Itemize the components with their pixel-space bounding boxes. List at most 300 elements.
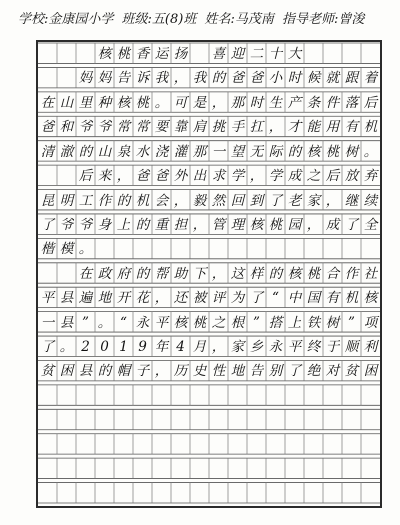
grid-cell: 学 <box>268 168 283 185</box>
grid-cell: 别 <box>268 363 283 380</box>
grid-cell: 2 <box>81 339 90 356</box>
grid-cell <box>152 457 171 481</box>
grid-cell: 件 <box>325 94 340 111</box>
grid-cell <box>209 433 228 457</box>
grid-cell <box>38 433 57 457</box>
grid-cell: 样 <box>249 265 264 282</box>
grid-cell: 时 <box>249 94 264 111</box>
essay-line <box>38 140 380 164</box>
grid-cell: 合 <box>325 265 340 282</box>
essay-line <box>38 91 380 115</box>
grid-cell: 的 <box>78 143 93 160</box>
grid-cell: ， <box>306 216 321 233</box>
grid-cell: 运 <box>154 46 169 62</box>
grid-cell: 要 <box>154 119 169 136</box>
grid-cell: 有 <box>344 119 359 136</box>
grid-cell <box>190 457 209 481</box>
grid-cell: 了 <box>268 192 283 209</box>
grid-cell <box>114 433 133 457</box>
grid-cell: 0 <box>100 339 109 356</box>
grid-cell: 月 <box>192 339 207 356</box>
grid-cell <box>361 457 380 481</box>
grid-cell <box>38 262 57 286</box>
grid-cell: 了 <box>249 290 264 307</box>
grid-cell <box>361 433 380 457</box>
grid-cell: 无 <box>249 143 264 160</box>
grid-cell <box>114 482 133 506</box>
grid-cell: 爷 <box>78 216 93 233</box>
grid-cell <box>38 384 57 408</box>
grid-cell: 利 <box>363 339 378 356</box>
grid-cell <box>323 457 342 481</box>
grid-cell <box>323 433 342 457</box>
essay-line <box>38 189 380 213</box>
grid-cell: 政 <box>97 265 112 282</box>
grid-cell: “ <box>272 290 279 307</box>
grid-cell <box>38 408 57 432</box>
grid-cell <box>114 408 133 432</box>
grid-cell: 的 <box>268 265 283 282</box>
grid-cell <box>209 457 228 481</box>
header-line <box>18 8 388 32</box>
grid-cell: 永 <box>135 314 150 331</box>
grid-cell: 全 <box>363 216 378 233</box>
grid-cell: 二 <box>249 46 264 62</box>
grid-cell: 成 <box>325 216 340 233</box>
grid-cell <box>247 384 266 408</box>
grid-cell: 放 <box>344 168 359 185</box>
grid-cell: 灌 <box>173 143 188 160</box>
grid-cell <box>228 457 247 481</box>
grid-cell: 贫 <box>344 363 359 380</box>
grid-cell: 地 <box>230 363 245 380</box>
grid-cell: ， <box>211 94 226 111</box>
grid-cell: 核 <box>173 314 188 331</box>
grid-cell <box>361 237 380 261</box>
grid-cell: 终 <box>306 339 321 356</box>
grid-cell: 爷 <box>97 119 112 136</box>
grid-cell: ， <box>192 216 207 233</box>
grid-cell: ， <box>325 192 340 209</box>
grid-cell: 爸 <box>249 70 264 87</box>
grid-cell: 我 <box>192 70 207 87</box>
grid-cell <box>114 384 133 408</box>
grid-cell <box>95 482 114 506</box>
grid-cell: 府 <box>116 265 131 282</box>
grid-cell: 了 <box>40 216 55 233</box>
grid-cell <box>228 237 247 261</box>
grid-cell: 桃 <box>192 314 207 331</box>
grid-cell: 顺 <box>344 339 359 356</box>
grid-cell: 靠 <box>173 119 188 136</box>
grid-cell: 桃 <box>306 265 321 282</box>
essay-line <box>38 359 380 383</box>
school-label: 学校:金康园小学 <box>18 12 114 27</box>
grid-cell <box>342 408 361 432</box>
grid-cell: 喜 <box>211 46 226 62</box>
grid-cell: ， <box>173 70 188 87</box>
grid-cell: 挑 <box>211 119 226 136</box>
grid-cell <box>152 237 171 261</box>
grid-cell: 平 <box>287 339 302 356</box>
grid-cell <box>285 237 304 261</box>
grid-cell <box>285 384 304 408</box>
grid-cell: 爸 <box>154 168 169 185</box>
essay-title-row <box>38 42 380 66</box>
grid-cell: 后 <box>78 168 93 185</box>
grid-cell: 续 <box>363 192 378 209</box>
grid-cell <box>266 237 285 261</box>
grid-cell: “ <box>120 314 127 331</box>
grid-cell <box>342 42 361 66</box>
student-name-label: 姓名:马茂南 <box>204 12 274 27</box>
grid-cell <box>190 408 209 432</box>
grid-cell: 对 <box>325 363 340 380</box>
grid-cell: 核 <box>363 290 378 307</box>
grid-cell <box>57 42 76 66</box>
grid-cell <box>342 482 361 506</box>
grid-cell: 在 <box>40 94 55 111</box>
grid-cell: 澈 <box>59 143 74 160</box>
grid-cell: 妈 <box>78 70 93 87</box>
grid-cell: 香 <box>135 46 150 62</box>
teacher-label: 指导老师:曾浚 <box>282 12 365 27</box>
grid-cell: 工 <box>78 192 93 209</box>
essay-line <box>38 115 380 139</box>
grid-cell: 社 <box>363 265 378 282</box>
grid-cell: 的 <box>97 363 112 380</box>
grid-cell: 妈 <box>97 70 112 87</box>
grid-cell: ， <box>154 363 169 380</box>
grid-cell: 条 <box>306 94 321 111</box>
grid-cell <box>76 384 95 408</box>
essay-line <box>38 213 380 237</box>
grid-cell: 。 <box>154 94 169 111</box>
grid-cell: 一 <box>211 143 226 160</box>
grid-cell <box>171 408 190 432</box>
grid-cell: 项 <box>363 314 378 331</box>
grid-cell: 桃 <box>135 94 150 111</box>
grid-cell: 求 <box>211 168 226 185</box>
grid-cell <box>323 237 342 261</box>
grid-cell <box>361 42 380 66</box>
grid-cell <box>361 482 380 506</box>
grid-cell: 爷 <box>78 119 93 136</box>
grid-cell: 帮 <box>154 265 169 282</box>
grid-cell <box>152 482 171 506</box>
grid-cell: 肩 <box>192 119 207 136</box>
grid-cell <box>209 237 228 261</box>
grid-cell <box>76 42 95 66</box>
grid-cell: ， <box>154 290 169 307</box>
grid-cell: ， <box>211 265 226 282</box>
grid-cell: 花 <box>135 290 150 307</box>
grid-cell <box>228 482 247 506</box>
grid-cell: 作 <box>344 265 359 282</box>
grid-cell: ” <box>82 314 89 331</box>
grid-cell <box>285 482 304 506</box>
grid-cell <box>171 433 190 457</box>
grid-cell: 后 <box>325 168 340 185</box>
grid-cell <box>114 457 133 481</box>
essay-line <box>38 384 380 408</box>
grid-cell: 着 <box>363 70 378 87</box>
grid-cell: ， <box>249 168 264 185</box>
grid-cell: 平 <box>40 290 55 307</box>
grid-cell <box>323 482 342 506</box>
grid-cell: 树 <box>325 314 340 331</box>
grid-cell: 在 <box>78 265 93 282</box>
grid-cell: 身 <box>97 216 112 233</box>
grid-cell: 9 <box>138 339 147 356</box>
grid-cell: 成 <box>287 168 302 185</box>
grid-cell: 和 <box>59 119 74 136</box>
grid-cell: 历 <box>173 363 188 380</box>
grid-cell: 。 <box>97 314 112 331</box>
grid-cell: 铁 <box>306 314 321 331</box>
grid-cell <box>304 384 323 408</box>
grid-cell: 迎 <box>230 46 245 62</box>
grid-cell: 性 <box>211 363 226 380</box>
grid-cell: 上 <box>287 314 302 331</box>
grid-cell <box>190 433 209 457</box>
grid-cell: 一 <box>40 314 55 331</box>
grid-cell <box>342 457 361 481</box>
grid-cell: 际 <box>268 143 283 160</box>
grid-cell: 县 <box>59 314 74 331</box>
essay-line <box>38 457 380 481</box>
grid-cell: 管 <box>211 216 226 233</box>
grid-cell: 诉 <box>135 70 150 87</box>
grid-cell: 永 <box>268 339 283 356</box>
grid-cell: 这 <box>230 265 245 282</box>
grid-cell: 贫 <box>40 363 55 380</box>
grid-cell <box>171 237 190 261</box>
grid-cell: 浇 <box>154 143 169 160</box>
grid-cell: 告 <box>249 363 264 380</box>
grid-cell: 明 <box>59 192 74 209</box>
grid-cell <box>152 384 171 408</box>
grid-cell <box>76 408 95 432</box>
grid-cell: 模 <box>59 241 74 258</box>
grid-cell: 望 <box>230 143 245 160</box>
grid-cell: 困 <box>363 363 378 380</box>
grid-cell: 是 <box>192 94 207 111</box>
grid-cell: 之 <box>211 314 226 331</box>
grid-cell <box>57 433 76 457</box>
grid-cell: 核 <box>116 94 131 111</box>
grid-cell: 核 <box>97 46 112 62</box>
grid-cell: 的 <box>211 70 226 87</box>
grid-cell <box>285 408 304 432</box>
grid-cell <box>247 482 266 506</box>
grid-cell: ， <box>116 168 131 185</box>
grid-cell: 小 <box>268 70 283 87</box>
grid-cell <box>247 237 266 261</box>
grid-cell: 年 <box>154 339 169 356</box>
grid-cell <box>76 482 95 506</box>
grid-cell: 后 <box>363 94 378 111</box>
grid-cell <box>323 42 342 66</box>
grid-cell: 评 <box>211 290 226 307</box>
grid-cell: 告 <box>116 70 131 87</box>
grid-cell: 继 <box>344 192 359 209</box>
grid-cell <box>247 457 266 481</box>
grid-cell: 园 <box>287 216 302 233</box>
grid-cell: 爷 <box>59 216 74 233</box>
grid-cell: 外 <box>173 168 188 185</box>
essay-line <box>38 482 380 506</box>
grid-cell: 里 <box>78 94 93 111</box>
grid-cell <box>133 457 152 481</box>
grid-cell <box>304 457 323 481</box>
grid-cell <box>304 482 323 506</box>
grid-cell: 平 <box>154 314 169 331</box>
grid-cell: 助 <box>173 265 188 282</box>
grid-cell <box>266 482 285 506</box>
grid-cell: 产 <box>287 94 302 111</box>
grid-cell: 水 <box>135 143 150 160</box>
grid-cell: 核 <box>287 265 302 282</box>
grid-cell: 了 <box>344 216 359 233</box>
grid-cell <box>57 384 76 408</box>
grid-cell: 十 <box>268 46 283 62</box>
grid-cell: 绝 <box>306 363 321 380</box>
grid-cell: 县 <box>78 363 93 380</box>
grid-cell: 了 <box>40 339 55 356</box>
grid-cell <box>228 433 247 457</box>
grid-cell: 了 <box>287 363 302 380</box>
grid-cell <box>76 457 95 481</box>
grid-cell <box>247 433 266 457</box>
grid-cell <box>304 408 323 432</box>
grid-cell: 核 <box>249 216 264 233</box>
grid-cell <box>57 262 76 286</box>
grid-cell: 我 <box>154 70 169 87</box>
grid-cell: 就 <box>325 70 340 87</box>
essay-line <box>38 237 380 261</box>
grid-cell: 会 <box>154 192 169 209</box>
grid-cell <box>95 408 114 432</box>
grid-cell <box>323 408 342 432</box>
grid-cell <box>38 42 57 66</box>
grid-cell <box>38 164 57 188</box>
grid-cell: 爸 <box>40 119 55 136</box>
grid-cell: 用 <box>325 119 340 136</box>
grid-cell <box>133 237 152 261</box>
essay-line <box>38 262 380 286</box>
grid-cell: 种 <box>97 94 112 111</box>
grid-cell <box>209 384 228 408</box>
grid-cell: 县 <box>59 290 74 307</box>
grid-cell <box>57 457 76 481</box>
grid-cell: 的 <box>135 216 150 233</box>
grid-cell <box>209 482 228 506</box>
grid-cell: 困 <box>59 363 74 380</box>
grid-cell: ， <box>173 192 188 209</box>
grid-cell: 回 <box>230 192 245 209</box>
grid-cell <box>209 408 228 432</box>
grid-cell: 桃 <box>116 46 131 62</box>
grid-cell: 的 <box>287 143 302 160</box>
grid-cell: 楷 <box>40 241 55 258</box>
grid-cell <box>361 384 380 408</box>
grid-cell: ， <box>211 339 226 356</box>
grid-cell <box>361 408 380 432</box>
grid-cell: 核 <box>306 143 321 160</box>
grid-cell <box>133 408 152 432</box>
grid-cell: 之 <box>306 168 321 185</box>
grid-cell: 桃 <box>268 216 283 233</box>
grid-cell: 可 <box>173 94 188 111</box>
grid-cell: 时 <box>287 70 302 87</box>
grid-cell: 那 <box>192 143 207 160</box>
grid-cell: 地 <box>97 290 112 307</box>
grid-cell: 毅 <box>192 192 207 209</box>
grid-cell: 手 <box>230 119 245 136</box>
grid-cell: 扬 <box>173 46 188 62</box>
grid-cell: 扛 <box>249 119 264 136</box>
grid-cell: 。 <box>59 339 74 356</box>
grid-cell <box>171 384 190 408</box>
grid-cell <box>57 482 76 506</box>
grid-cell <box>95 384 114 408</box>
grid-cell <box>133 433 152 457</box>
grid-cell <box>38 482 57 506</box>
grid-cell <box>228 408 247 432</box>
grid-cell: 帽 <box>116 363 131 380</box>
grid-cell <box>171 482 190 506</box>
grid-cell: 4 <box>176 339 185 356</box>
grid-cell: 于 <box>325 339 340 356</box>
grid-cell: 为 <box>230 290 245 307</box>
grid-cell: 弃 <box>363 168 378 185</box>
grid-cell: 理 <box>230 216 245 233</box>
grid-cell <box>95 433 114 457</box>
grid-cell <box>152 408 171 432</box>
grid-cell: 桃 <box>325 143 340 160</box>
grid-cell: 出 <box>192 168 207 185</box>
grid-cell: 史 <box>192 363 207 380</box>
grid-cell <box>266 457 285 481</box>
grid-cell: 机 <box>344 290 359 307</box>
essay-line <box>38 335 380 359</box>
grid-cell: 家 <box>230 339 245 356</box>
grid-cell: 有 <box>325 290 340 307</box>
grid-cell: 遍 <box>78 290 93 307</box>
grid-cell: 下 <box>192 265 207 282</box>
grid-cell: 根 <box>230 314 245 331</box>
grid-cell: ， <box>268 119 283 136</box>
grid-cell <box>57 66 76 90</box>
grid-cell: 爸 <box>230 70 245 87</box>
grid-cell <box>228 384 247 408</box>
grid-cell <box>342 237 361 261</box>
grid-cell: 昆 <box>40 192 55 209</box>
grid-cell <box>190 482 209 506</box>
grid-cell <box>285 433 304 457</box>
grid-cell: 生 <box>268 94 283 111</box>
grid-cell: 泉 <box>116 143 131 160</box>
grid-cell: 山 <box>97 143 112 160</box>
grid-cell <box>247 408 266 432</box>
grid-cell: 的 <box>116 192 131 209</box>
grid-cell <box>38 66 57 90</box>
grid-cell <box>57 164 76 188</box>
grid-cell: ” <box>253 314 260 331</box>
grid-cell: 树 <box>344 143 359 160</box>
grid-cell <box>76 433 95 457</box>
